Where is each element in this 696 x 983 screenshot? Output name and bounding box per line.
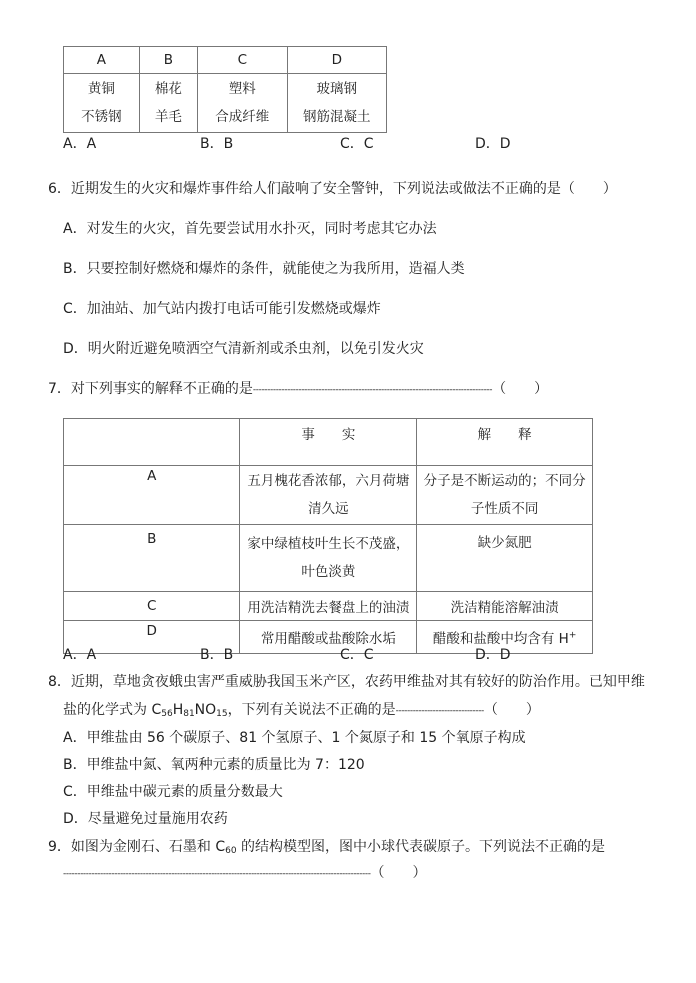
table-header-cell: D (287, 47, 386, 74)
q6-option-a[interactable]: A．对发生的火灾，首先要尝试用水扑灭，同时考虑其它办法 (63, 221, 437, 237)
q8-stem-line2 (63, 700, 540, 720)
cell-line: 玻璃钢 (316, 81, 358, 97)
table-row (64, 592, 593, 621)
q7-option-b[interactable]: B．B (200, 647, 234, 663)
cell-line: 不锈钢 (81, 109, 122, 125)
cell-line: 黄铜 (87, 81, 115, 97)
q5-option-b[interactable]: B．B (200, 136, 234, 152)
table-header-cell (64, 419, 240, 466)
table-cell (139, 74, 197, 133)
q7-stem (48, 379, 548, 399)
table-cell: C (64, 592, 240, 621)
table-cell (64, 74, 140, 133)
q9-stem-prefix: 9．如图为金刚石、石墨和 C (48, 839, 226, 855)
q9-stem-dashes: ------------------------------------------------------------------------------------------------------------ (63, 869, 371, 879)
q9-stem-line2 (63, 863, 427, 883)
q6-option-b[interactable]: B．只要控制好燃烧和爆炸的条件，就能使之为我所用，造福人类 (63, 261, 465, 277)
q8-stem-prefix: 盐的化学式为 C (63, 702, 162, 718)
q7-stem-paren: （ ） (492, 381, 549, 397)
table-header-cell: A (64, 47, 140, 74)
cell-line: 叶色淡黄 (301, 564, 356, 580)
cell-line: 清久远 (308, 501, 349, 517)
q6-option-c[interactable]: C．加油站、加气站内拨打电话可能引发燃烧或爆炸 (63, 301, 381, 317)
cell-line: 分子是不断运动的；不同分 (423, 473, 586, 489)
q7-option-d[interactable]: D．D (475, 647, 511, 663)
cell-line: 羊毛 (154, 109, 182, 125)
q5-table (63, 46, 387, 133)
q9-stem (48, 837, 605, 857)
q8-option-d[interactable]: D．尽量避免过量施用农药 (63, 811, 228, 827)
cell-line: 五月槐花香浓郁，六月荷塘 (247, 473, 410, 489)
q5-option-c[interactable]: C．C (340, 136, 374, 152)
table-cell (287, 74, 386, 133)
superscript: + (568, 630, 577, 641)
formula-element: H (172, 702, 184, 718)
q7-stem-text: 7．对下列事实的解释不正确的是 (48, 381, 253, 397)
table-cell (240, 466, 417, 525)
cell-line: 合成纤维 (215, 109, 270, 125)
table-cell: 用洗洁精洗去餐盘上的油渍 (240, 592, 417, 621)
table-header-cell: B (139, 47, 197, 74)
table-header-row (64, 419, 593, 466)
cell-line: 钢筋混凝土 (303, 109, 371, 125)
table-row (64, 74, 387, 133)
table-header-cell: C (198, 47, 288, 74)
q7-option-a[interactable]: A．A (63, 647, 97, 663)
table-row (64, 621, 593, 654)
q8-stem-suffix: ，下列有关说法不正确的是 (227, 702, 396, 718)
table-header-row (64, 47, 387, 74)
q9-stem-paren: （ ） (370, 865, 427, 881)
cell-line: 醋酸和盐酸中均含有 H (432, 631, 569, 647)
q7-stem-dashes: ------------------------------------------------------------------------------------ (252, 385, 493, 395)
q8-option-a[interactable]: A．甲维盐由 56 个碳原子、81 个氢原子、1 个氮原子和 15 个氧原子构成 (63, 730, 526, 746)
q6-option-d[interactable]: D．明火附近避免喷洒空气清新剂或杀虫剂，以免引发火灾 (63, 341, 424, 357)
q8-option-b[interactable]: B．甲维盐中氮、氧两种元素的质量比为 7：120 (63, 757, 365, 773)
table-cell: B (64, 525, 240, 592)
table-cell (240, 525, 417, 592)
table-cell: 缺少氮肥 (417, 525, 593, 592)
formula-element: NO (194, 702, 217, 718)
subscript: 81 (183, 709, 195, 719)
subscript: 56 (161, 709, 173, 719)
q8-stem-paren: （ ） (483, 702, 540, 718)
q6-stem: 6．近期发生的火灾和爆炸事件给人们敲响了安全警钟，下列说法或做法不正确的是（ ） (48, 181, 617, 197)
q8-option-c[interactable]: C．甲维盐中碳元素的质量分数最大 (63, 784, 283, 800)
subscript: 15 (216, 709, 228, 719)
table-header-cell: 解 释 (417, 419, 593, 466)
q8-stem-dashes: ------------------------------- (395, 706, 484, 716)
cell-line: 子性质不同 (470, 501, 539, 517)
table-cell: A (64, 466, 240, 525)
q9-stem-suffix: 的结构模型图，图中小球代表碳原子。下列说法不正确的是 (236, 839, 606, 855)
q5-option-a[interactable]: A．A (63, 136, 97, 152)
subscript: 60 (225, 846, 237, 856)
table-cell (417, 466, 593, 525)
cell-line: 塑料 (228, 81, 256, 97)
q5-option-d[interactable]: D．D (475, 136, 511, 152)
cell-line: 家中绿植枝叶生长不茂盛， (247, 536, 410, 552)
table-cell: D (64, 621, 240, 654)
q7-table (63, 418, 593, 654)
table-cell (198, 74, 288, 133)
q7-option-c[interactable]: C．C (340, 647, 374, 663)
table-cell: 常用醋酸或盐酸除水垢 (240, 621, 417, 654)
table-cell: 洗洁精能溶解油渍 (417, 592, 593, 621)
table-row (64, 525, 593, 592)
cell-line: 棉花 (154, 81, 182, 97)
table-header-cell: 事 实 (240, 419, 417, 466)
q8-stem-line1: 8．近期，草地贪夜蛾虫害严重威胁我国玉米产区，农药甲维盐对其有较好的防治作用。已知甲维 (48, 674, 645, 690)
table-row (64, 466, 593, 525)
